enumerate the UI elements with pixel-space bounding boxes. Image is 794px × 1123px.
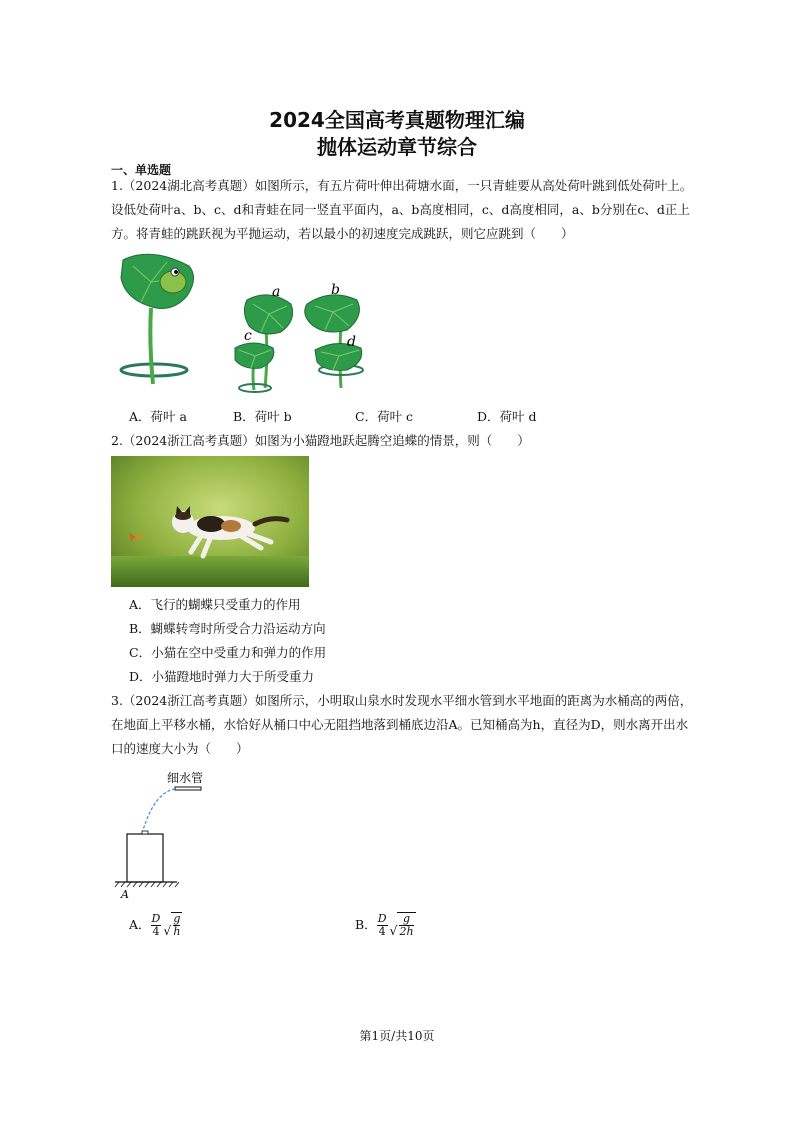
- q1-text-line3: 方。将青蛙的跳跃视为平抛运动，若以最小的初速度完成跳跃，则它应跳到（ ）: [111, 226, 574, 241]
- sqrt-expression: √ $\frac{g}{2h}$: [389, 912, 414, 938]
- q3-text-line1: 3.（2024浙江高考真题）如图所示，小明取山泉水时发现水平细水管到水平地面的距离为水桶高的两倍，: [111, 693, 693, 708]
- q1-option-d[interactable]: D．荷叶 d: [477, 409, 537, 424]
- page-footer: 第1页/共10页: [359, 1029, 435, 1043]
- water-bucket-figure: [111, 766, 221, 902]
- q2-option-c[interactable]: C．小猫在空中受重力和弹力的作用: [129, 645, 327, 660]
- pipe-icon: [175, 787, 201, 790]
- fraction: $\frac{D}{4}$: [151, 912, 161, 938]
- document-title: 2024全国高考真题物理汇编: [269, 108, 525, 132]
- q1-option-b[interactable]: B．荷叶 b: [233, 409, 292, 424]
- fraction: $\frac{D}{4}$: [377, 912, 387, 938]
- q3-option-a-label: A．: [129, 917, 151, 932]
- q3-text-line3: 口的速度大小为（ ）: [111, 741, 249, 756]
- section-heading: 一、单选题: [111, 163, 172, 177]
- document-subtitle: 抛体运动章节综合: [317, 135, 477, 159]
- q3-option-b-label: B．: [355, 917, 377, 932]
- lotus-frog-figure: [111, 248, 371, 393]
- leaf-label-b: b: [331, 282, 340, 298]
- q1-text-line2: 设低处荷叶a、b、c、d和青蛙在同一竖直平面内，a、b高度相同，c、d高度相同，a、b分别在c、d正上: [111, 202, 690, 217]
- point-a-label: A: [121, 888, 129, 901]
- q1-text-line1: 1.（2024湖北高考真题）如图所示，有五片荷叶伸出荷塘水面，一只青蛙要从高处荷叶跳到低处荷叶上。: [111, 178, 693, 193]
- q1-option-a[interactable]: A．荷叶 a: [129, 409, 187, 424]
- q2-text-line1: 2.（2024浙江高考真题）如图为小猫蹬地跃起腾空追蝶的情景，则（ ）: [111, 433, 530, 448]
- cat-butterfly-photo: [111, 456, 309, 587]
- q2-option-a[interactable]: A．飞行的蝴蝶只受重力的作用: [129, 597, 301, 612]
- q3-option-b[interactable]: [355, 912, 416, 939]
- leaf-label-d: d: [347, 334, 356, 350]
- q3-text-line2: 在地面上平移水桶，水恰好从桶口中心无阻挡地落到桶底边沿A。已知桶高为h，直径为D，则水离开出水: [111, 717, 689, 732]
- q2-option-b[interactable]: B．蝴蝶转弯时所受合力沿运动方向: [129, 621, 326, 636]
- q2-option-d[interactable]: D．小猫蹬地时弹力大于所受重力: [129, 669, 315, 684]
- pipe-label: 细水管: [167, 771, 204, 785]
- leaf-label-a: a: [272, 284, 281, 300]
- q3-option-a[interactable]: [129, 912, 182, 939]
- bucket-icon: [127, 834, 163, 882]
- q1-option-c[interactable]: C．荷叶 c: [355, 409, 414, 424]
- sqrt-expression: √ $\frac{g}{h}$: [163, 912, 181, 938]
- leaf-label-c: c: [244, 328, 252, 344]
